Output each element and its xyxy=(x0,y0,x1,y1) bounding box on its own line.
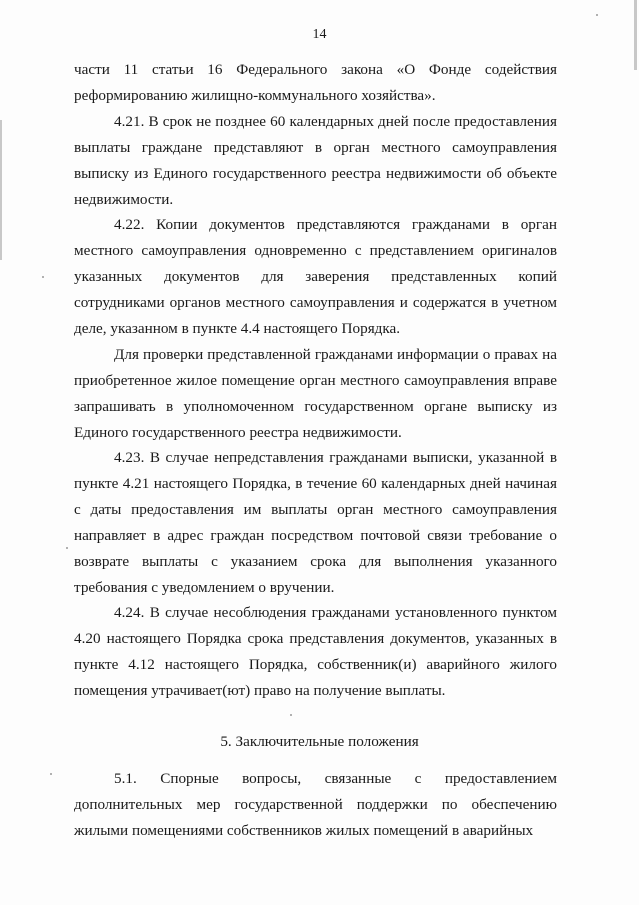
scan-speck xyxy=(290,714,292,716)
paragraph-continuation xyxy=(74,57,557,109)
scan-speck xyxy=(42,276,44,278)
scan-speck xyxy=(66,547,68,549)
page-number: 14 xyxy=(312,27,327,42)
paragraph-4-22 xyxy=(74,212,557,342)
paragraph-4-24 xyxy=(74,600,557,704)
paragraph-text: 4.24. В случае несоблюдения гражданами установленного пунктом 4.20 настоящего Порядка срока представления документов, указанных в пункте 4.12 настоящего Порядка, собственник(и) аварийного жилого помещения утрачивает(ют) право на получение выплаты. xyxy=(74,604,557,699)
scan-speck xyxy=(596,14,598,16)
paragraph-text: 4.23. В случае непредставления гражданами выписки, указанной в пункте 4.21 настоящего Порядка, в течение 60 календарных дней начиная с даты предоставления им выплаты орган местного самоуправления направляет в адрес граждан посредством почтовой связи требование о возврате выплаты с указанием срока для выполнения указанного требования с уведомлением о вручении. xyxy=(74,449,557,596)
paragraph-text: 4.21. В срок не позднее 60 календарных дней после предоставления выплаты граждане представляют в орган местного самоуправления выписку из Единого государственного реестра недвижимости об объекте недвижимости. xyxy=(74,113,557,208)
paragraph-4-21 xyxy=(74,109,557,213)
scan-speck xyxy=(50,773,52,775)
paragraph-text: части 11 статьи 16 Федерального закона «О Фонде содействия реформированию жилищно-коммунального хозяйства». xyxy=(74,61,557,104)
paragraph-4-23 xyxy=(74,445,557,601)
paragraph-text: 5.1. Спорные вопросы, связанные с предоставлением дополнительных мер государственной поддержки по обеспечению жилыми помещениями собственников жилых помещений в аварийных xyxy=(74,770,557,839)
paragraph-text: Для проверки представленной гражданами информации о правах на приобретенное жилое помещение орган местного самоуправления вправе запрашивать в уполномоченном государственном органе выписку из Единого государственного реестра недвижимости. xyxy=(74,346,557,441)
section-heading: 5. Заключительные положения xyxy=(220,733,419,750)
paragraph-5-1 xyxy=(74,766,557,844)
paragraph-verification xyxy=(74,342,557,446)
paragraph-text: 4.22. Копии документов представляются гражданами в орган местного самоуправления одновременно с представлением оригиналов указанных документов для заверения представленных копий сотрудниками органов местного самоуправления и содержатся в учетном деле, указанном в пункте 4.4 настоящего Порядка. xyxy=(74,216,557,337)
scan-edge-left xyxy=(0,120,2,260)
